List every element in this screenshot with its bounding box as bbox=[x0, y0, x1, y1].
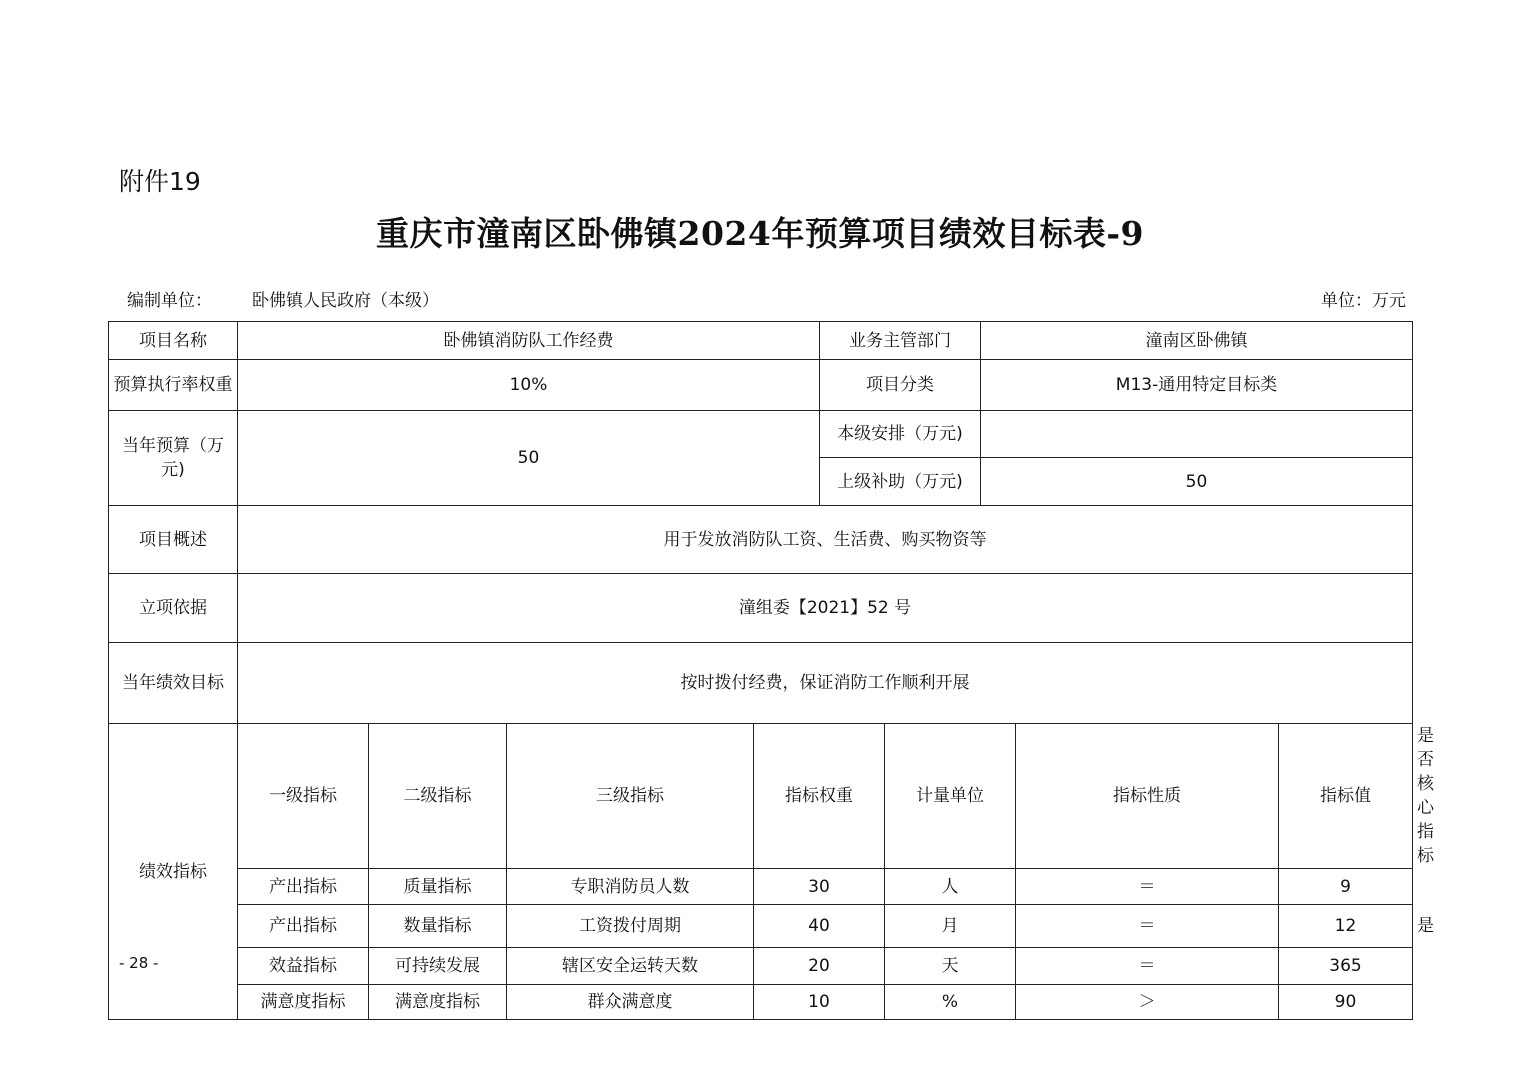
page-title: 重庆市潼南区卧佛镇2024年预算项目绩效目标表-9 bbox=[375, 214, 1144, 253]
cell-label: 本级安排（万元) bbox=[820, 411, 981, 458]
indicator-row bbox=[109, 985, 1413, 1020]
cell: 可持续发展 bbox=[369, 948, 507, 985]
department: 潼南区卧佛镇 bbox=[981, 322, 1413, 360]
cell-label: 项目概述 bbox=[109, 506, 238, 574]
local-allocation bbox=[981, 411, 1413, 458]
cell: 满意度指标 bbox=[238, 985, 369, 1020]
compiling-unit-label: 编制单位： bbox=[127, 291, 212, 311]
header-cell: 计量单位 bbox=[885, 724, 1016, 869]
header-cell: 指标权重 bbox=[754, 724, 885, 869]
cell: 工资拨付周期 bbox=[507, 905, 754, 948]
cell: 产出指标 bbox=[238, 869, 369, 905]
basis: 潼组委【2021】52 号 bbox=[238, 574, 1413, 643]
cell-label: 预算执行率权重 bbox=[109, 360, 238, 411]
attachment-label: 附件19 bbox=[119, 167, 201, 196]
cell-label: 当年绩效目标 bbox=[109, 643, 238, 724]
header-cell: 指标性质 bbox=[1016, 724, 1279, 869]
cell-label: 业务主管部门 bbox=[820, 322, 981, 360]
header-cell: 一级指标 bbox=[238, 724, 369, 869]
cell: ＝ bbox=[1016, 905, 1279, 948]
indicator-row: 产出指标 数量指标 工资拨付周期 40 月 ＝ 12 是 bbox=[109, 905, 1413, 948]
cell: ＞ bbox=[1016, 985, 1279, 1020]
cell: 365 bbox=[1279, 948, 1413, 985]
table-row bbox=[109, 574, 1413, 643]
compiling-unit bbox=[127, 286, 439, 311]
page-number: - 28 - bbox=[119, 954, 159, 972]
header-cell: 指标值 bbox=[1279, 724, 1413, 869]
cell: 效益指标 bbox=[238, 948, 369, 985]
indicator-row bbox=[109, 948, 1413, 985]
cell: 30 bbox=[754, 869, 885, 905]
budget: 50 bbox=[238, 411, 820, 506]
header-cell: 三级指标 bbox=[507, 724, 754, 869]
upper-subsidy: 50 bbox=[981, 458, 1413, 506]
table-row bbox=[109, 643, 1413, 724]
cell: % bbox=[885, 985, 1016, 1020]
annual-goal: 按时拨付经费，保证消防工作顺利开展 bbox=[238, 643, 1413, 724]
cell: 月 bbox=[885, 905, 1016, 948]
indicator-row bbox=[109, 869, 1413, 905]
cell: ＝ bbox=[1016, 948, 1279, 985]
cell: 90 bbox=[1279, 985, 1413, 1020]
cell-label: 项目分类 bbox=[820, 360, 981, 411]
compiling-unit-value: 卧佛镇人民政府（本级） bbox=[252, 291, 439, 311]
indicator-section-label: 绩效指标 bbox=[109, 724, 238, 1020]
cell: ＝ bbox=[1016, 869, 1279, 905]
overview: 用于发放消防队工资、生活费、购买物资等 bbox=[238, 506, 1413, 574]
cell: 质量指标 bbox=[369, 869, 507, 905]
table-row bbox=[109, 360, 1413, 411]
header-cell: 二级指标 bbox=[369, 724, 507, 869]
table-row bbox=[109, 411, 1413, 458]
cell: 10 bbox=[754, 985, 885, 1020]
cell: 满意度指标 bbox=[369, 985, 507, 1020]
cell: 人 bbox=[885, 869, 1016, 905]
cell: 产出指标 bbox=[238, 905, 369, 948]
performance-table bbox=[108, 321, 1434, 1020]
exec-rate: 10% bbox=[238, 360, 820, 411]
indicator-header-row: 绩效指标 一级指标 二级指标 三级指标 指标权重 计量单位 指标性质 指标值 是否核心指标 bbox=[109, 724, 1413, 869]
cell-label: 项目名称 bbox=[109, 322, 238, 360]
cell-label: 立项依据 bbox=[109, 574, 238, 643]
cell: 9 bbox=[1279, 869, 1413, 905]
table-row bbox=[109, 322, 1413, 360]
cell: 20 bbox=[754, 948, 885, 985]
cell: 数量指标 bbox=[369, 905, 507, 948]
currency-unit: 单位：万元 bbox=[1321, 291, 1406, 311]
cell-label: 当年预算（万元) bbox=[109, 411, 238, 506]
cell: 12 bbox=[1279, 905, 1413, 948]
table-row bbox=[109, 506, 1413, 574]
cell-label: 上级补助（万元) bbox=[820, 458, 981, 506]
category: M13-通用特定目标类 bbox=[981, 360, 1413, 411]
cell: 专职消防员人数 bbox=[507, 869, 754, 905]
cell: 40 bbox=[754, 905, 885, 948]
project-name: 卧佛镇消防队工作经费 bbox=[238, 322, 820, 360]
cell: 群众满意度 bbox=[507, 985, 754, 1020]
cell: 辖区安全运转天数 bbox=[507, 948, 754, 985]
cell: 天 bbox=[885, 948, 1016, 985]
